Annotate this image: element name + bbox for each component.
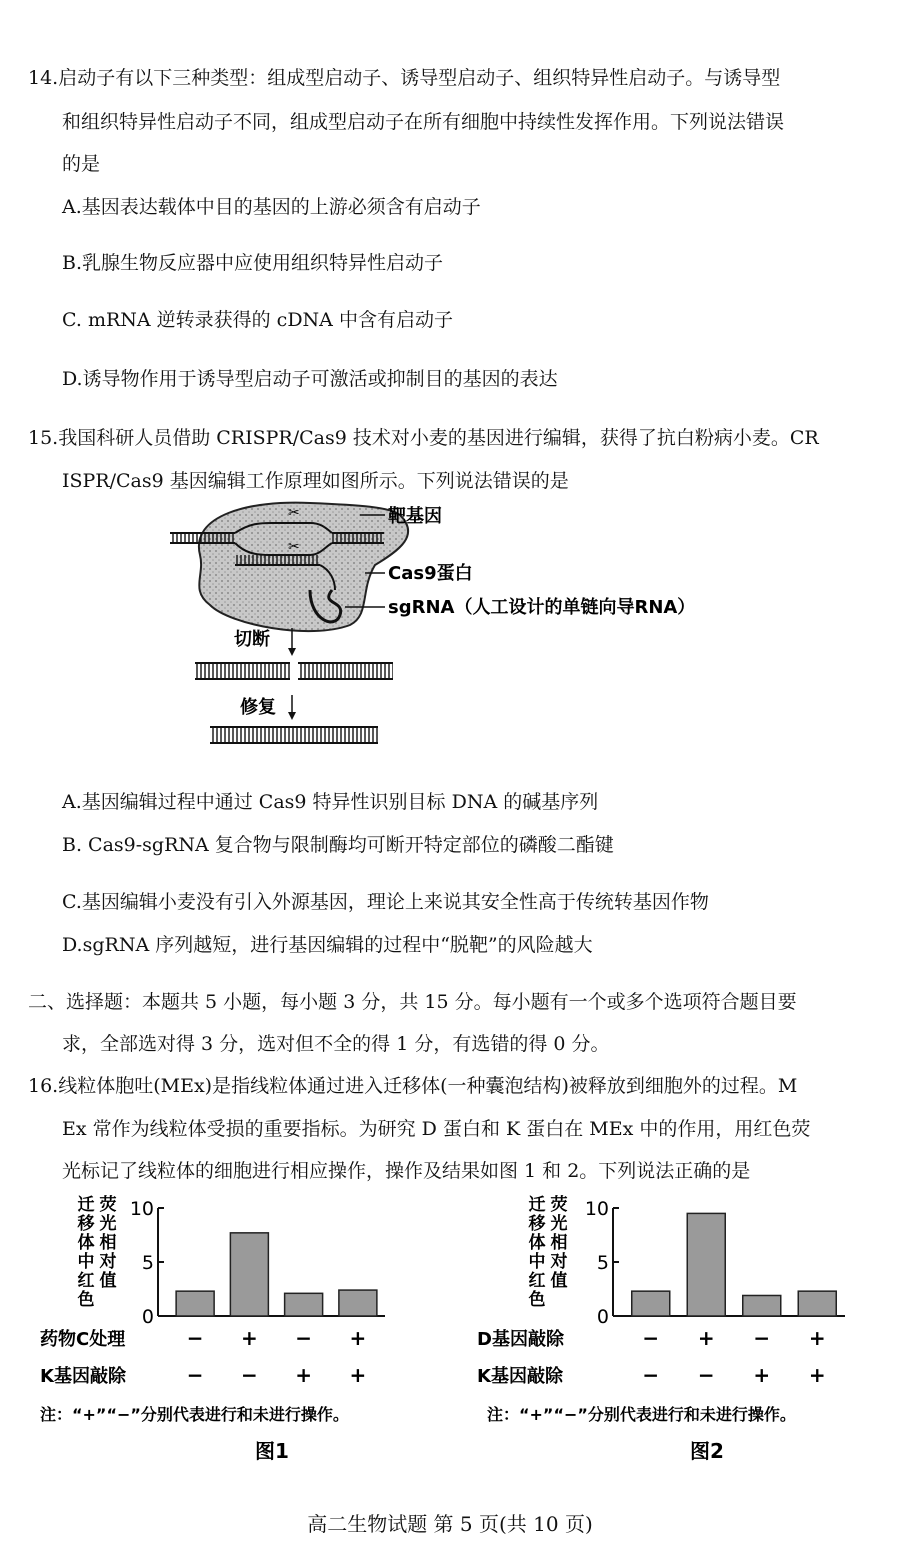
dna-strand-top-right [332, 533, 384, 543]
scissors-icon-top: ✂ [288, 505, 300, 521]
chart2-ylabel-char: 中 [528, 1252, 546, 1272]
q14-stem-line-3: 的是 [62, 153, 101, 175]
q16-stem-line-2: Ex 常作为线粒体受损的重要指标。为研究 D 蛋白和 K 蛋白在 MEx 中的作用，用红色荧 [62, 1118, 811, 1140]
chart1-treatment-mark: + [349, 1326, 367, 1350]
target-gene-bases [272, 555, 320, 565]
chart1-ylabel-char: 红 [77, 1271, 95, 1291]
chart1-treatment-mark: − [240, 1363, 258, 1387]
chart1-treatment-mark: − [186, 1363, 204, 1387]
chart2-treatment-mark: − [642, 1363, 660, 1387]
chart2-treatment-mark: + [697, 1326, 715, 1350]
chart1-ylabel-char: 值 [99, 1271, 117, 1291]
chart1-ylabel-char: 色 [77, 1290, 95, 1310]
chart2-ylabel-char: 迁 [528, 1195, 546, 1215]
chart1-bar [176, 1291, 214, 1316]
cut-dna-left [195, 663, 290, 679]
chart2-treatment-mark: + [808, 1363, 826, 1387]
q15-option-c: C.基因编辑小麦没有引入外源基因，理论上来说其安全性高于传统转基因作物 [62, 891, 709, 913]
chart1-row-label: K基因敲除 [40, 1366, 126, 1387]
chart1-treatment-mark: + [240, 1326, 258, 1350]
chart1-ylabel-char: 迁 [77, 1195, 95, 1215]
q15-option-a: A.基因编辑过程中通过 Cas9 特异性识别目标 DNA 的碱基序列 [62, 791, 599, 813]
q14-option-b: B.乳腺生物反应器中应使用组织特异性启动子 [62, 252, 444, 274]
chart1-note: 注：“+”“−”分别代表进行和未进行操作。 [40, 1405, 349, 1424]
chart2-bar [743, 1295, 781, 1316]
chart1-ylabel-char: 对 [99, 1252, 117, 1272]
chart2-title: 图2 [690, 1439, 724, 1463]
chart1-row-label: 药物C处理 [40, 1329, 126, 1350]
section2-line-1: 二、选择题：本题共 5 小题，每小题 3 分，共 15 分。每小题有一个或多个选项符合题目要 [28, 991, 797, 1013]
label-target-gene: 靶基因 [388, 506, 442, 527]
chart2-row-label: D基因敲除 [477, 1329, 564, 1350]
chart2-ylabel-char: 移 [528, 1214, 546, 1234]
chart1-title: 图1 [255, 1439, 289, 1463]
chart2-ytick-label: 5 [596, 1252, 609, 1274]
q14-stem-line-2: 和组织特异性启动子不同，组成型启动子在所有细胞中持续性发挥作用。下列说法错误 [62, 111, 785, 133]
label-cas9-protein: Cas9蛋白 [388, 563, 473, 584]
chart1-ytick-label: 10 [129, 1198, 154, 1220]
chart1-ylabel-char: 相 [99, 1233, 117, 1253]
q14-option-d: D.诱导物作用于诱导型启动子可激活或抑制目的基因的表达 [62, 368, 558, 390]
chart1-ylabel-char: 移 [77, 1214, 95, 1234]
chart1-ytick-label: 5 [141, 1252, 154, 1274]
chart2-treatment-mark: − [697, 1363, 715, 1387]
q16-stem-line-3: 光标记了线粒体的细胞进行相应操作，操作及结果如图 1 和 2。下列说法正确的是 [62, 1160, 751, 1182]
chart2-ylabel-char: 荧 [550, 1195, 568, 1215]
label-repair: 修复 [240, 697, 276, 718]
crispr-diagram [160, 495, 760, 760]
chart1-bar [230, 1233, 268, 1316]
cas9-protein-blob [199, 503, 408, 631]
chart2-note: 注：“+”“−”分别代表进行和未进行操作。 [487, 1405, 796, 1424]
chart2-ytick-label: 10 [584, 1198, 609, 1220]
chart1-ylabel-char: 荧 [99, 1195, 117, 1215]
q15-stem-line-1: 15.我国科研人员借助 CRISPR/Cas9 技术对小麦的基因进行编辑，获得了抗白粉病小麦。CR [28, 427, 819, 449]
chart2-treatment-mark: − [642, 1326, 660, 1350]
page-footer: 高二生物试题 第 5 页(共 10 页) [307, 1512, 593, 1536]
section2-line-2: 求，全部选对得 3 分，选对但不全的得 1 分，有选错的得 0 分。 [62, 1033, 610, 1055]
chart2-row-label: K基因敲除 [477, 1366, 563, 1387]
chart2-ylabel-char: 相 [550, 1233, 568, 1253]
scissors-icon-bottom: ✂ [288, 539, 300, 555]
label-cut: 切断 [234, 629, 270, 650]
chart2-ylabel-char: 红 [528, 1271, 546, 1291]
q15-option-b: B. Cas9-sgRNA 复合物与限制酶均可断开特定部位的磷酸二酯键 [62, 834, 614, 856]
chart1-ylabel-char: 光 [99, 1214, 117, 1234]
q14-option-a: A.基因表达载体中目的基因的上游必须含有启动子 [62, 196, 481, 218]
label-sgrna: sgRNA（人工设计的单链向导RNA） [388, 597, 696, 618]
chart2-ylabel-char: 光 [550, 1214, 568, 1234]
chart1-bar [285, 1293, 323, 1316]
chart2-ylabel-char: 体 [528, 1233, 546, 1253]
q15-option-d: D.sgRNA 序列越短，进行基因编辑的过程中“脱靶”的风险越大 [62, 934, 593, 956]
chart2-treatment-mark: + [808, 1326, 826, 1350]
chart1-ylabel-char: 中 [77, 1252, 95, 1272]
chart-figure-1 [40, 1190, 450, 1470]
chart1-treatment-mark: − [295, 1326, 313, 1350]
chart1-treatment-mark: − [186, 1326, 204, 1350]
chart2-treatment-mark: + [753, 1363, 771, 1387]
q14-stem-line-1: 14.启动子有以下三种类型：组成型启动子、诱导型启动子、组织特异性启动子。与诱导型 [28, 67, 781, 89]
cut-dna-right [298, 663, 393, 679]
dna-strand-top-left [170, 533, 235, 543]
chart2-treatment-mark: − [753, 1326, 771, 1350]
chart1-ytick-label: 0 [141, 1306, 154, 1328]
chart2-ylabel-char: 对 [550, 1252, 568, 1272]
chart1-bar [339, 1290, 377, 1316]
chart2-ytick-label: 0 [596, 1306, 609, 1328]
chart2-bar [687, 1213, 725, 1316]
repaired-dna [210, 727, 378, 743]
chart2-ylabel-char: 值 [550, 1271, 568, 1291]
chart2-ylabel-char: 色 [528, 1290, 546, 1310]
chart1-ylabel-char: 体 [77, 1233, 95, 1253]
chart2-bar [798, 1291, 836, 1316]
chart2-bar [632, 1291, 670, 1316]
q15-stem-line-2: ISPR/Cas9 基因编辑工作原理如图所示。下列说法错误的是 [62, 470, 569, 492]
chart1-treatment-mark: + [295, 1363, 313, 1387]
q14-option-c: C. mRNA 逆转录获得的 cDNA 中含有启动子 [62, 309, 453, 331]
chart1-treatment-mark: + [349, 1363, 367, 1387]
q16-stem-line-1: 16.线粒体胞吐(MEx)是指线粒体通过进入迁移体(一种囊泡结构)被释放到细胞外的过程。M [28, 1075, 798, 1097]
chart-figure-2 [465, 1190, 890, 1470]
